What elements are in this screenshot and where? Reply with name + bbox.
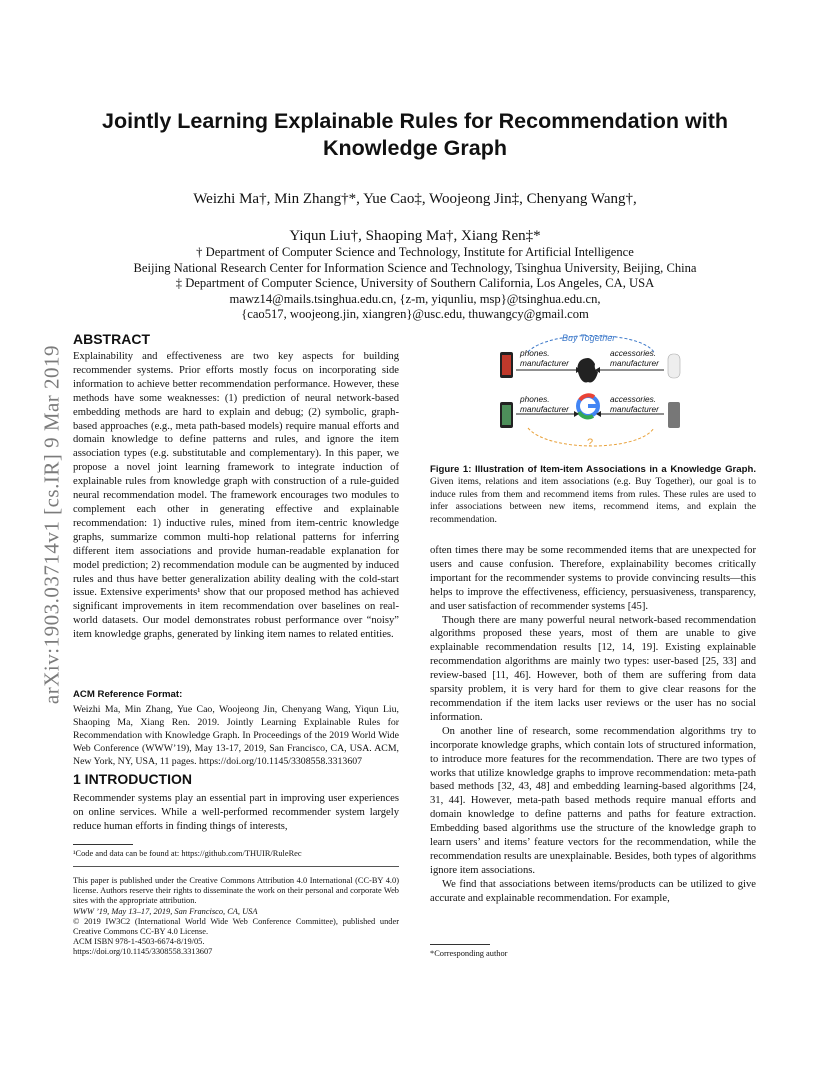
acm-reference-text: Weizhi Ma, Min Zhang, Yue Cao, Woojeong Jin, Chenyang Wang, Yiqun Liu, Shaoping Ma, Xiang Ren. 2019. Jointly Learning Explainable Rules for Recommendation with Knowledge Graph. In Proceedings of the 2019 World Wide Web Conference (WWW’19), May 13-17, 2019, San Francisco, CA, USA. ACM, New York, NY, USA, 11 pages. https://doi.org/10.1145/3308558.3313607	[73, 704, 399, 767]
right-paragraph-3: On another line of research, some recommendation algorithms try to incorporate knowledge graphs, which contain lots of structured information, to introduce more features for the recommendation. There are two types of works that utilize knowledge graphs to improve recommendation: meta-path based methods [32, 43, 48] and embedding learning-based algorithms [24, 31, 44]. However, meta-path based methods require manual efforts and domain knowledge to define patterns and paths for feature extraction. Embedding based algorithms use the structure of the knowledge graph to learn users’ and items’ feature vectors for the recommendation, while the recommendation results are unexplainable. Besides, both types of algorithms ignore item associations.	[430, 725, 756, 876]
title-line-2: Knowledge Graph	[323, 136, 507, 160]
authors-line-1: Weizhi Ma†, Min Zhang†*, Yue Cao‡, Woojeong Jin‡, Chenyang Wang†,	[193, 191, 637, 207]
right-paragraph-1: often times there may be some recommended items that are unexpected for users and cause confusion. Therefore, explainability becomes critically important for the recommender systems to provide convincing results—this helps to improve the effectiveness, efficiency, persuasiveness, transparency, and user satisfaction of recommender systems [45].	[430, 545, 756, 612]
phones-manufacturer-label-top: phones. manufacturer	[520, 348, 569, 368]
footnote-rule	[73, 844, 133, 845]
footnote-code: ¹Code and data can be found at: https://github.com/THUIR/RuleRec	[73, 849, 302, 858]
emails-2: {cao517, woojeong.jin, xiangren}@usc.edu, thuwangcy@gmail.com	[241, 307, 589, 321]
arxiv-sidebar: arXiv:1903.03714v1 [cs.IR] 9 Mar 2019	[39, 344, 64, 705]
paper-title	[70, 108, 760, 162]
affiliations	[70, 245, 760, 323]
buy-together-label: Buy Together	[562, 333, 616, 343]
abstract-heading: ABSTRACT	[73, 331, 150, 347]
title-line-1: Jointly Learning Explainable Rules for Recommendation with	[102, 109, 728, 133]
acm-reference-heading: ACM Reference Format:	[73, 689, 183, 700]
affiliation-2: Beijing National Research Center for Information Science and Technology, Tsinghua University, Beijing, China	[133, 260, 697, 275]
license-text: This paper is published under the Creative Commons Attribution 4.0 International (CC-BY 4.0) license. Authors reserve their rights to disseminate the work on their personal and corporate Web sites with the appropriate attribution.	[73, 876, 399, 906]
abstract-text	[73, 350, 399, 642]
doi-link[interactable]: https://doi.org/10.1145/3308558.3313607	[73, 947, 213, 957]
isbn-text: ACM ISBN 978-1-4503-6674-8/19/05.	[73, 937, 205, 947]
conference-info: WWW ’19, May 13–17, 2019, San Francisco, CA, USA	[73, 906, 258, 916]
corresponding-author-footnote: *Corresponding author	[430, 949, 508, 958]
copyright-text: © 2019 IW3C2 (International World Wide Web Conference Committee), published under Creative Commons CC-BY 4.0 License.	[73, 916, 399, 937]
authors-line-2: Yiqun Liu†, Shaoping Ma†, Xiang Ren‡*	[289, 228, 541, 244]
figure-caption	[430, 464, 756, 526]
abstract-paragraph: Explainability and effectiveness are two key aspects for building recommender systems. Prior efforts mostly focus on incorporating side information to achieve better recommendation performance. However, these methods have some weaknesses: (1) prediction of neural network-based embedding methods are hard to explain and debug; (2) symbolic, graph-based approaches (e.g., meta path-based models) require manual efforts and domain knowledge to define patterns and rules, and ignore the item association types (e.g. substitutable and complementary). In this paper, we propose a novel joint learning framework to integrate induction of explainable rules from knowledge graph with construction of a rule-guided neural recommendation model. The framework encourages two modules to complement each other in generating effective and explainable recommendation: 1) inductive rules, mined from item-centric knowledge graphs, summarize common multi-hop relational patterns for inferring different item associations and provide human-readable explanation for model prediction; 2) recommendation module can be augmented by induced rules and thus have better generalization ability dealing with the cold-start issue. Extensive experiments¹ show that our proposed method has achieved significant improvements in item recommendation over baselines on real-world datasets. Our model demonstrates robust performance over “noisy” item knowledge graphs, generated by linking item names to related entities.	[73, 351, 399, 641]
figure-1	[488, 330, 692, 458]
introduction-heading: 1 INTRODUCTION	[73, 771, 192, 787]
affiliation-3: ‡ Department of Computer Science, University of Southern California, Los Angeles, CA, USA	[175, 276, 655, 290]
accessories-manufacturer-label-bottom: accessories. manufacturer	[610, 394, 659, 414]
question-mark-label: ?	[587, 437, 594, 449]
caption-title: Figure 1: Illustration of Item-item Associations in a Knowledge Graph.	[430, 464, 756, 475]
affiliation-1: † Department of Computer Science and Technology, Institute for Artificial Intelligence	[196, 245, 634, 259]
intro-left-text: Recommender systems play an essential part in improving user experiences on online services. While a well-performed recommender system largely reduce human efforts in finding things of interests,	[73, 793, 399, 832]
phones-manufacturer-label-bottom: phones. manufacturer	[520, 394, 569, 414]
license-rule	[73, 866, 399, 867]
right-column-text	[430, 544, 756, 906]
accessories-manufacturer-label-top: accessories. manufacturer	[610, 348, 659, 368]
emails-1: mawz14@mails.tsinghua.edu.cn, {z-m, yiqunliu, msp}@tsinghua.edu.cn,	[229, 291, 601, 306]
caption-body: Given items, relations and item associations (e.g. Buy Together), our goal is to induce rules from them and recommend items from rules. These rules are used to infer associations between new items, recommend items, and explain the recommendation.	[430, 476, 756, 525]
right-paragraph-4: We find that associations between items/products can be utilized to give accurate and explainable recommendation. For example,	[430, 878, 756, 904]
right-footnote-rule	[430, 944, 490, 945]
right-paragraph-2: Though there are many powerful neural network-based recommendation algorithms proposed these years, most of them are unable to give explainable recommendation results [12, 14, 19]. Existing explainable recommendation algorithms are mainly two types: user-based [25, 33] and review-based [11, 46]. However, both of them are suffering from data sparsity problem, it is very hard for them to give clear reasons for the recommendation if the item lacks user reviews or the user has no social information.	[430, 614, 756, 723]
license-block	[73, 876, 399, 958]
